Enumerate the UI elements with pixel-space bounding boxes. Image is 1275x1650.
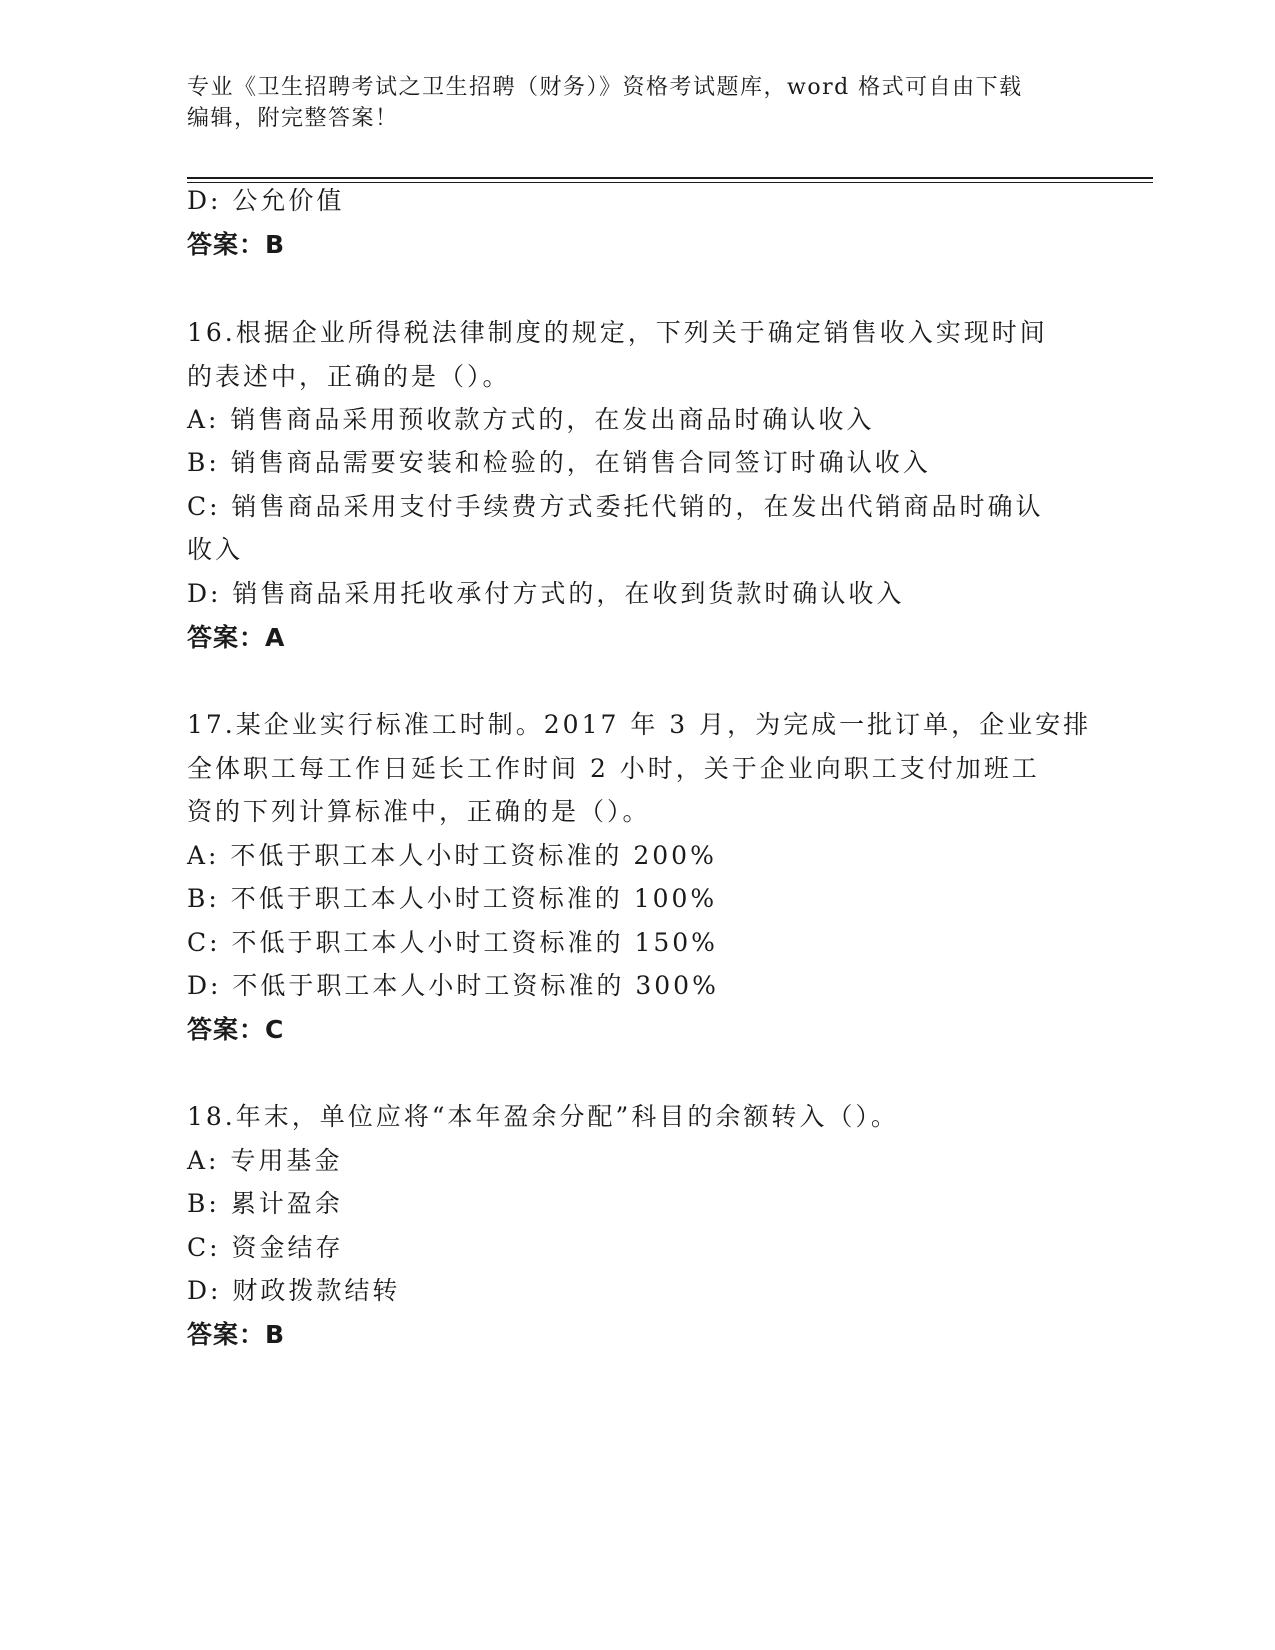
q16-option-c-line-1: C: 销售商品采用支付手续费方式委托代销的，在发出代销商品时确认 — [187, 492, 1044, 521]
q17-stem-line-1: 17.某企业实行标准工时制。2017 年 3 月，为完成一批订单，企业安排 — [187, 710, 1092, 739]
q16-stem-line-2: 的表述中，正确的是（）。 — [187, 362, 511, 391]
q16-option-b: B: 销售商品需要安装和检验的，在销售合同签订时确认收入 — [187, 448, 931, 477]
header-line-2: 编辑，附完整答案！ — [187, 106, 399, 131]
q18-stem-line-1: 18.年末，单位应将“本年盈余分配”科目的余额转入（）。 — [187, 1102, 899, 1131]
q16-stem-line-1: 16.根据企业所得税法律制度的规定，下列关于确定销售收入实现时间 — [187, 318, 1048, 347]
q18-option-c: C: 资金结存 — [187, 1233, 344, 1262]
q17-option-a: A: 不低于职工本人小时工资标准的 200% — [187, 841, 717, 870]
q17-option-c: C: 不低于职工本人小时工资标准的 150% — [187, 928, 718, 957]
q17-answer: 答案：C — [187, 1015, 285, 1044]
q18-option-d: D: 财政拨款结转 — [187, 1276, 401, 1305]
q15-answer: 答案：B — [187, 230, 286, 259]
q17-option-d: D: 不低于职工本人小时工资标准的 300% — [187, 971, 719, 1000]
header-divider-thick — [187, 177, 1153, 179]
q18-option-a: A: 专用基金 — [187, 1146, 343, 1175]
q18-answer: 答案：B — [187, 1320, 286, 1349]
q17-option-b: B: 不低于职工本人小时工资标准的 100% — [187, 884, 718, 913]
q16-option-c-line-2: 收入 — [187, 535, 244, 564]
page-header — [187, 72, 1087, 134]
q15-option-d: D: 公允价值 — [187, 186, 345, 215]
q16-option-a: A: 销售商品采用预收款方式的，在发出商品时确认收入 — [187, 405, 875, 434]
header-divider-thin — [187, 182, 1153, 183]
header-line-1: 专业《卫生招聘考试之卫生招聘（财务）》资格考试题库，word 格式可自由下载 — [187, 75, 1023, 100]
q17-stem-line-3: 资的下列计算标准中，正确的是（）。 — [187, 797, 651, 826]
q18-option-b: B: 累计盈余 — [187, 1189, 343, 1218]
q16-option-d: D: 销售商品采用托收承付方式的，在收到货款时确认收入 — [187, 579, 905, 608]
q17-stem-line-2: 全体职工每工作日延长工作时间 2 小时，关于企业向职工支付加班工 — [187, 754, 1040, 783]
q16-answer: 答案：A — [187, 623, 286, 652]
